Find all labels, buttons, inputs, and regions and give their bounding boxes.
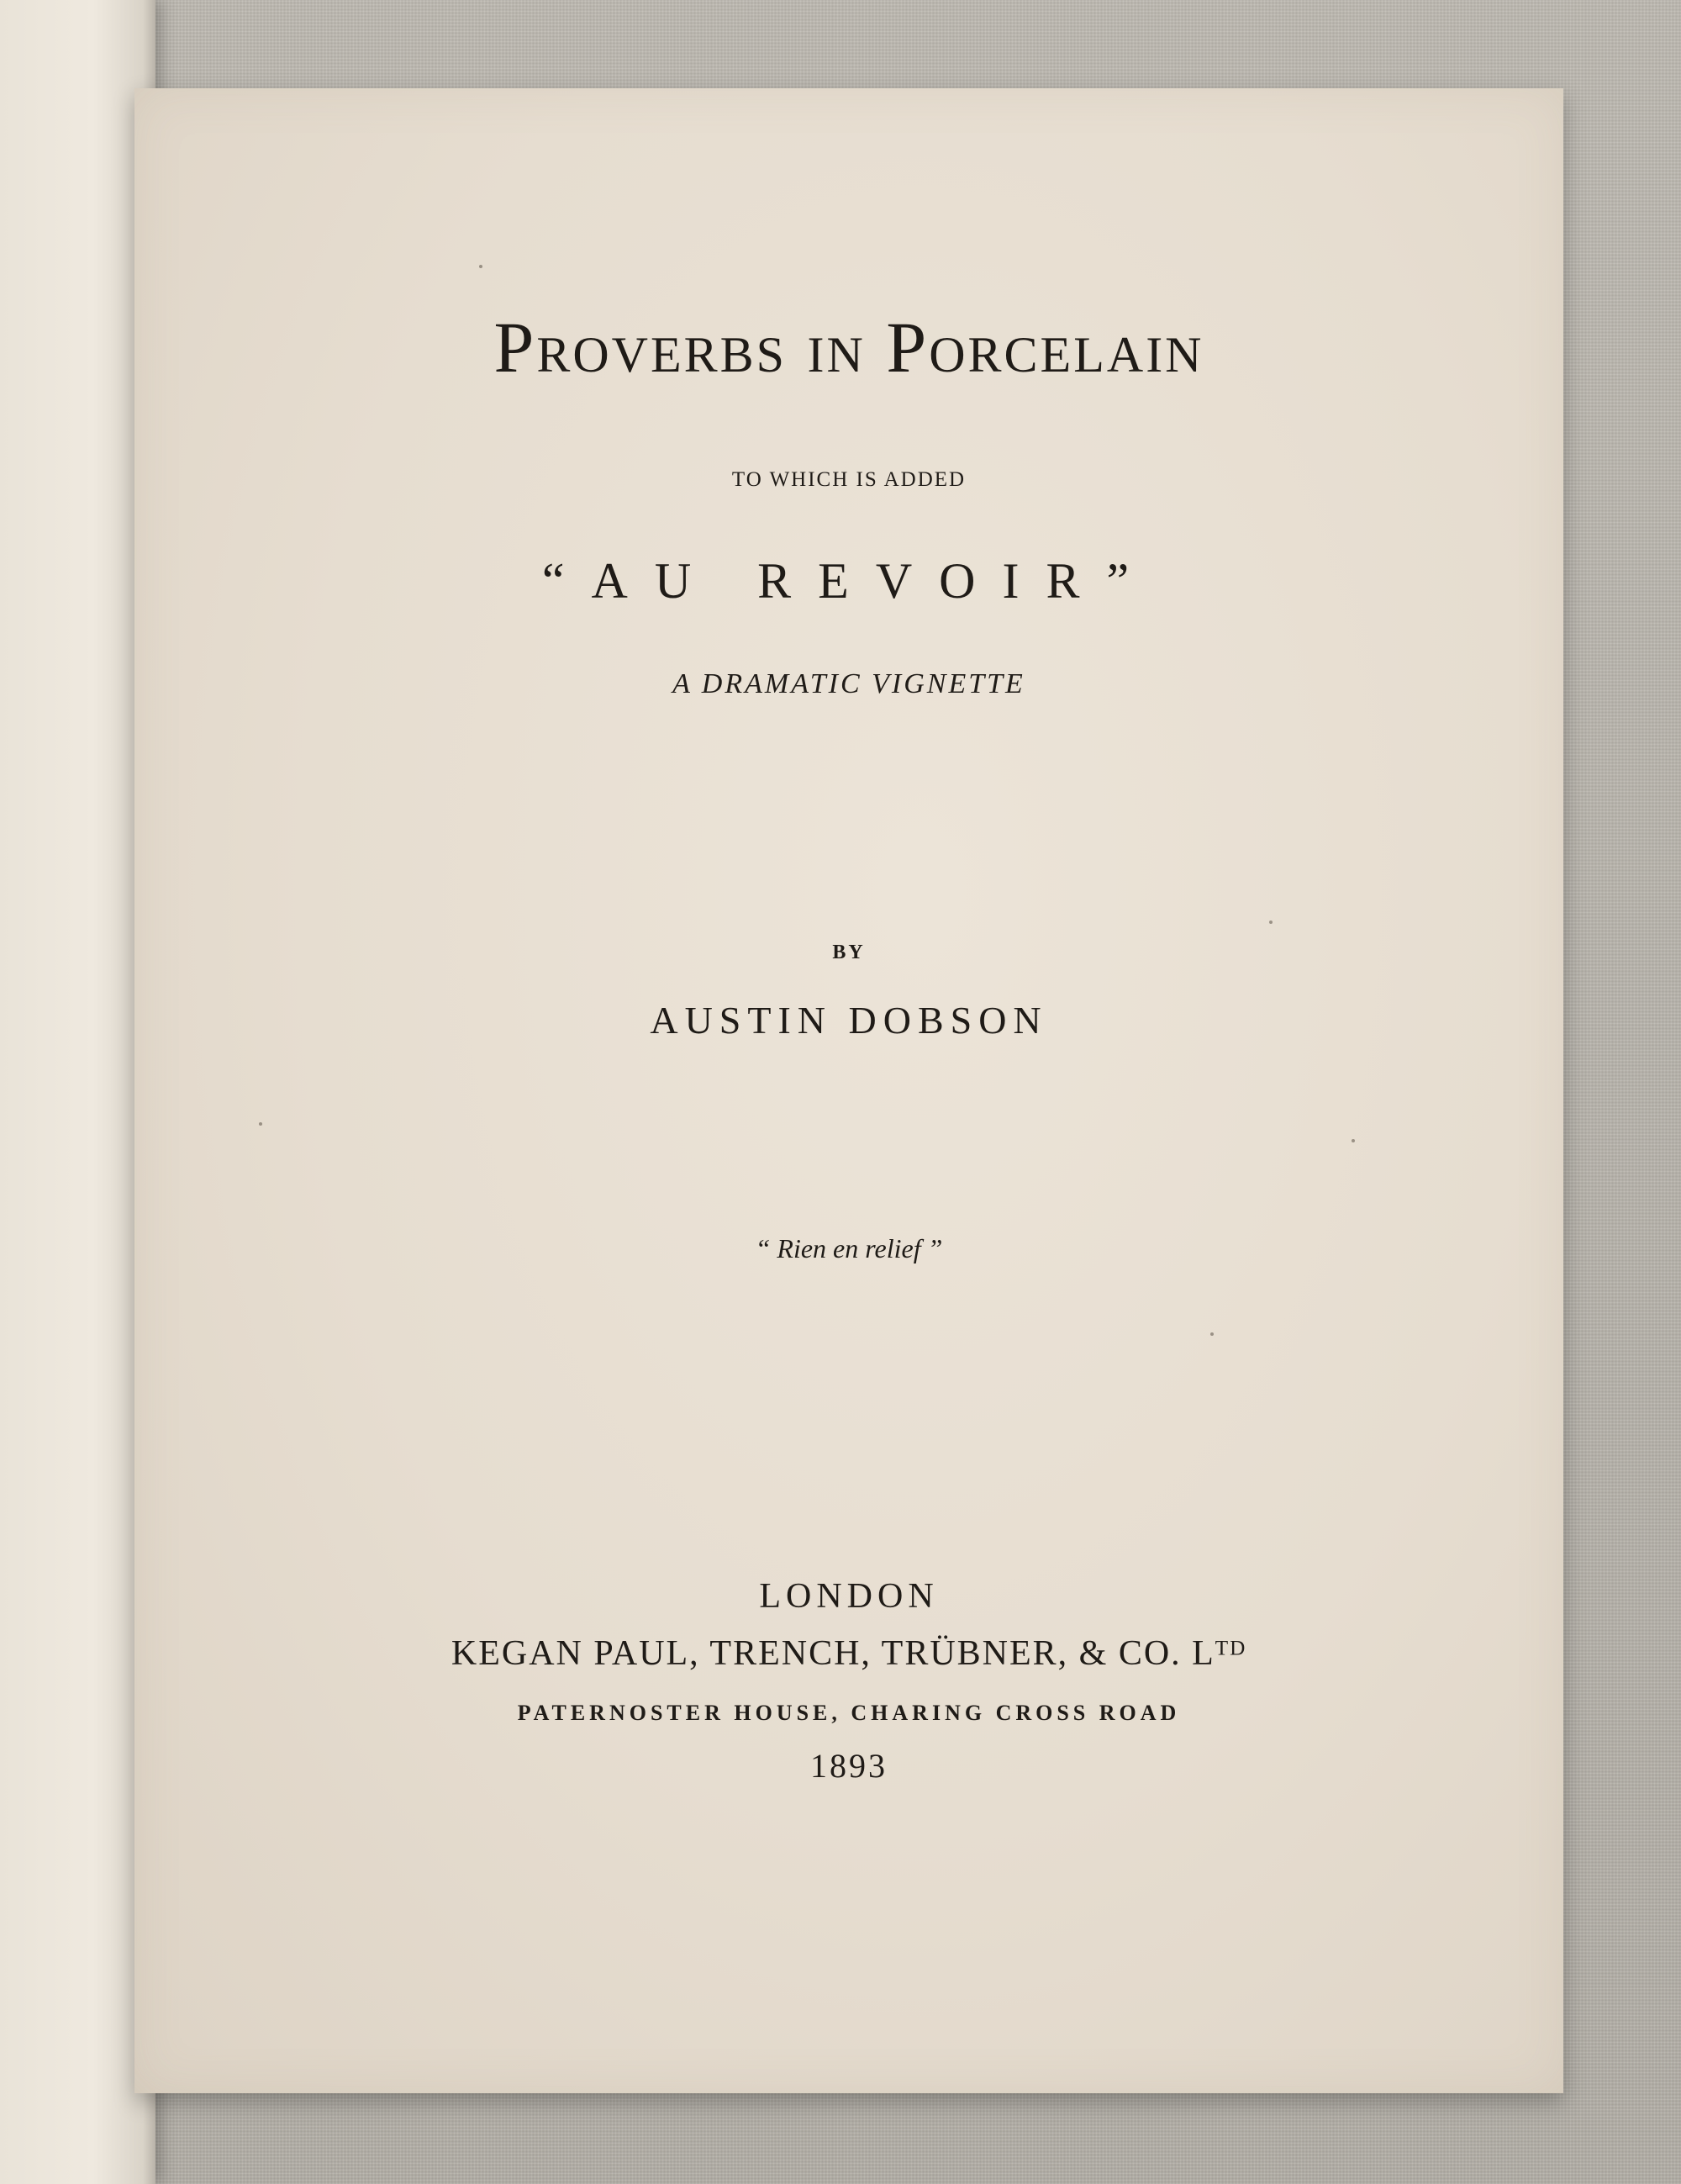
paper-speck [479,265,482,268]
subtitle-description: A DRAMATIC VIGNETTE [672,668,1025,699]
by-line: BY [832,942,866,963]
paper-speck [1269,921,1273,924]
paper-speck [1210,1332,1214,1336]
book-title: Proverbs in Porcelain [493,307,1204,388]
paper-speck [1352,1139,1355,1142]
author-name: AUSTIN DOBSON [650,999,1048,1042]
title-page [134,88,1563,2093]
paper-speck [259,1122,262,1126]
motto: “ Rien en relief ” [755,1233,943,1263]
publisher-address: PATERNOSTER HOUSE, CHARING CROSS ROAD [517,1701,1181,1725]
added-line: TO WHICH IS ADDED [731,468,967,491]
publication-city: LONDON [759,1577,939,1616]
book-subtitle: “AU REVOIR” [541,553,1157,609]
facing-page [0,0,155,2184]
publication-year: 1893 [810,1747,888,1785]
publisher-name: KEGAN PAUL, TRENCH, TRÜBNER, & CO. Lᵀᴰ [451,1634,1247,1673]
